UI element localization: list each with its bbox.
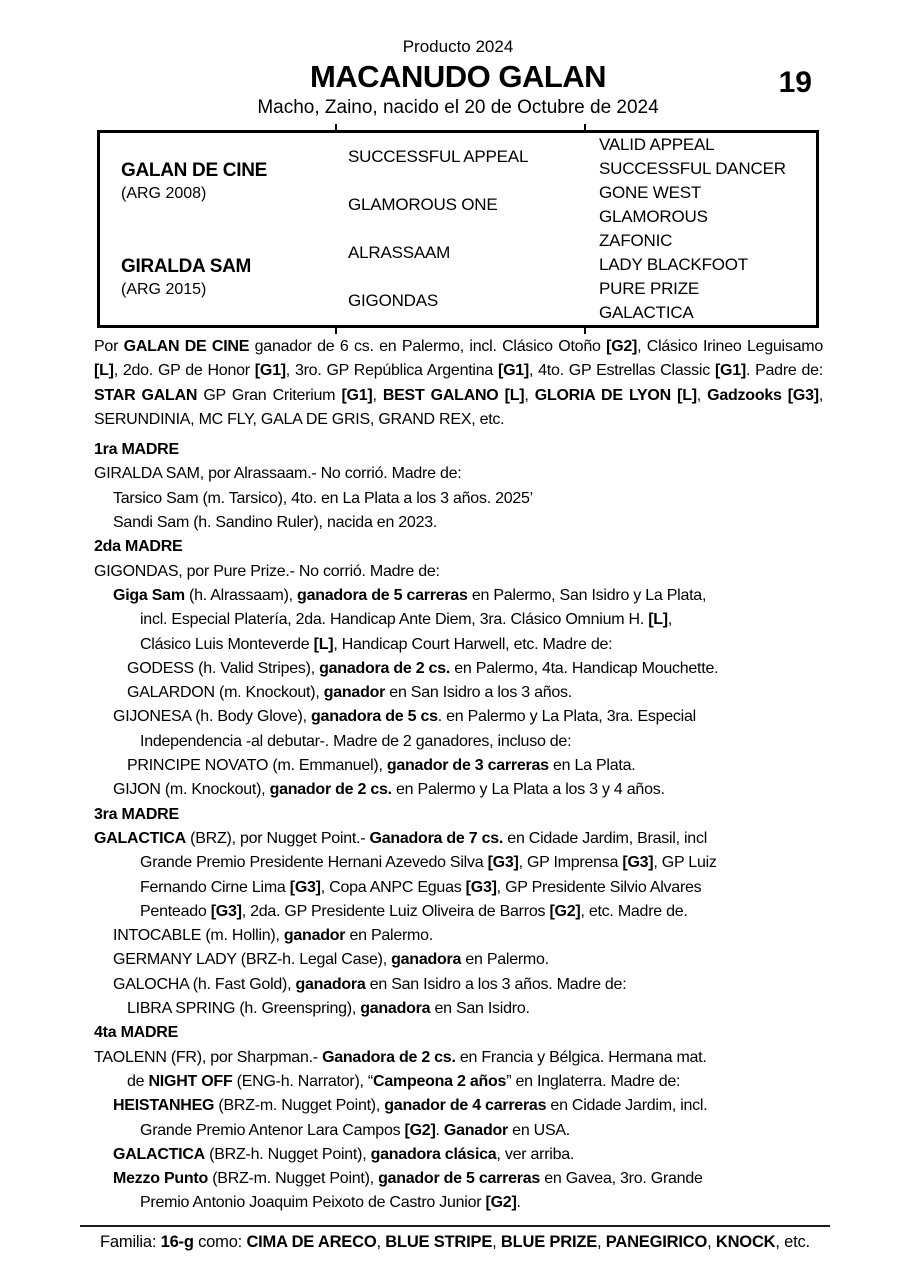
text-line: Fernando Cirne Lima [G3], Copa ANPC Eguas [G3], GP Presidente Silvio Alvares bbox=[140, 878, 702, 896]
horse-description: Macho, Zaino, nacido el 20 de Octubre de 2024 bbox=[257, 97, 659, 118]
text-line: GIJON (m. Knockout), ganador de 2 cs. en Palermo y La Plata a los 3 y 4 años. bbox=[113, 781, 665, 799]
gen3-dam-group bbox=[585, 229, 816, 325]
text-line: Clásico Luis Monteverde [L], Handicap Court Harwell, etc. Madre de: bbox=[140, 635, 613, 653]
text-line: INTOCABLE (m. Hollin), ganador en Palermo. bbox=[113, 927, 433, 945]
family-line: Familia: 16-g como: CIMA DE ARECO, BLUE STRIPE, BLUE PRIZE, PANEGIRICO, KNOCK, etc. bbox=[100, 1232, 810, 1251]
text-line: Independencia -al debutar-. Madre de 2 ganadores, incluso de: bbox=[140, 732, 572, 750]
text-line: incl. Especial Platería, 2da. Handicap Ante Diem, 3ra. Clásico Omnium H. [L], bbox=[140, 611, 673, 629]
gen3-ancestor: LADY BLACKFOOT bbox=[599, 255, 748, 274]
dam-name: GIRALDA SAM bbox=[121, 255, 252, 277]
lot-number: 19 bbox=[778, 66, 812, 99]
section-heading: 1ra MADRE bbox=[94, 441, 179, 459]
text-line: LIBRA SPRING (h. Greenspring), ganadora en San Isidro. bbox=[127, 1000, 530, 1018]
column-tick bbox=[584, 124, 586, 130]
text-line: GERMANY LADY (BRZ-h. Legal Case), ganadora en Palermo. bbox=[113, 951, 549, 969]
gen2-ancestor: GIGONDAS bbox=[348, 291, 439, 310]
page-title: MACANUDO GALAN bbox=[309, 59, 607, 94]
sire-cell bbox=[100, 133, 336, 229]
text-line: de NIGHT OFF (ENG-h. Narrator), “Campeona 2 años” en Inglaterra. Madre de: bbox=[127, 1072, 681, 1090]
column-tick bbox=[335, 124, 337, 130]
gen3-ancestor: GONE WEST bbox=[599, 183, 702, 202]
text-line: Giga Sam (h. Alrassaam), ganadora de 5 carreras en Palermo, San Isidro y La Plata, bbox=[113, 586, 707, 604]
gen2-ancestor: SUCCESSFUL APPEAL bbox=[348, 147, 529, 166]
dam-cell bbox=[100, 229, 336, 325]
text-line: GALACTICA (BRZ-h. Nugget Point), ganadora clásica, ver arriba. bbox=[113, 1145, 575, 1163]
text-line: Grande Premio Antenor Lara Campos [G2]. Ganador en USA. bbox=[140, 1121, 570, 1139]
family-footer bbox=[80, 1225, 830, 1252]
gen3-ancestor: ZAFONIC bbox=[599, 231, 673, 250]
text-line: PRINCIPE NOVATO (m. Emmanuel), ganador de 3 carreras en La Plata. bbox=[127, 757, 636, 775]
section-heading: 4ta MADRE bbox=[94, 1024, 178, 1042]
gen3-ancestor: GLAMOROUS bbox=[599, 207, 708, 226]
gen3-sire-group bbox=[585, 133, 816, 229]
text-line: GIGONDAS, por Pure Prize.- No corrió. Madre de: bbox=[94, 562, 440, 580]
text-line: GODESS (h. Valid Stripes), ganadora de 2 cs. en Palermo, 4ta. Handicap Mouchette. bbox=[127, 659, 719, 677]
pedigree-sections bbox=[94, 438, 823, 1216]
pedigree-table bbox=[97, 130, 819, 328]
text-line: GALOCHA (h. Fast Gold), ganadora en San Isidro a los 3 años. Madre de: bbox=[113, 975, 627, 993]
pedigree-text-block bbox=[94, 335, 823, 1216]
column-tick bbox=[335, 328, 337, 334]
text-line: GIJONESA (h. Body Glove), ganadora de 5 cs. en Palermo y La Plata, 3ra. Especial bbox=[113, 708, 696, 726]
text-line: GIRALDA SAM, por Alrassaam.- No corrió. Madre de: bbox=[94, 465, 462, 483]
sire-origin: (ARG 2008) bbox=[121, 184, 207, 202]
gen3-ancestor: GALACTICA bbox=[599, 303, 694, 322]
text-line: GALACTICA (BRZ), por Nugget Point.- Ganadora de 7 cs. en Cidade Jardim, Brasil, incl bbox=[94, 829, 707, 847]
dam-origin: (ARG 2015) bbox=[121, 280, 207, 298]
text-line: TAOLENN (FR), por Sharpman.- Ganadora de 2 cs. en Francia y Bélgica. Hermana mat. bbox=[94, 1048, 707, 1066]
text-line: GALARDON (m. Knockout), ganador en San Isidro a los 3 años. bbox=[127, 684, 572, 702]
column-tick bbox=[584, 328, 586, 334]
gen2-ancestor: ALRASSAAM bbox=[348, 243, 451, 262]
text-line: Grande Premio Presidente Hernani Azevedo Silva [G3], GP Imprensa [G3], GP Luiz bbox=[140, 854, 717, 872]
section-heading: 3ra MADRE bbox=[94, 805, 179, 823]
text-line: Tarsico Sam (m. Tarsico), 4to. en La Plata a los 3 años. 2025’ bbox=[113, 489, 533, 507]
pedigree-generation2-column bbox=[336, 133, 585, 325]
text-line: HEISTANHEG (BRZ-m. Nugget Point), ganador de 4 carreras en Cidade Jardim, incl. bbox=[113, 1097, 708, 1115]
gen3-ancestor: PURE PRIZE bbox=[599, 279, 700, 298]
pedigree-generation3-column bbox=[585, 133, 816, 325]
text-line: Penteado [G3], 2da. GP Presidente Luiz Oliveira de Barros [G2], etc. Madre de. bbox=[140, 902, 688, 920]
gen3-ancestor: VALID APPEAL bbox=[599, 135, 715, 154]
section-heading: 2da MADRE bbox=[94, 538, 183, 556]
text-line: Premio Antonio Joaquim Peixoto de Castro Junior [G2]. bbox=[140, 1194, 521, 1212]
sire-name: GALAN DE CINE bbox=[121, 159, 267, 181]
text-line: Mezzo Punto (BRZ-m. Nugget Point), ganador de 5 carreras en Gavea, 3ro. Grande bbox=[113, 1170, 703, 1188]
gen2-ancestor: GLAMOROUS ONE bbox=[348, 195, 498, 214]
pedigree-generation1-column bbox=[100, 133, 336, 325]
producto-line: Producto 2024 bbox=[402, 37, 514, 56]
sire-record-paragraph: Por GALAN DE CINE ganador de 6 cs. en Palermo, incl. Clásico Otoño [G2], Clásico Irineo Leguisamo [L], 2do. GP de Honor [G1], 3ro. GP República Argentina [G1], 4to. GP Estrellas Classic [G1]. Padre de: STAR GALAN GP Gran Criterium [G1], BEST GALANO [L], GLORIA DE LYON [L], Gadzooks [G3], SERUNDINIA, MC FLY, GALA DE GRIS, GRAND REX, etc. bbox=[94, 338, 824, 428]
gen3-ancestor: SUCCESSFUL DANCER bbox=[599, 159, 786, 178]
text-line: Sandi Sam (h. Sandino Ruler), nacida en 2023. bbox=[113, 514, 438, 532]
